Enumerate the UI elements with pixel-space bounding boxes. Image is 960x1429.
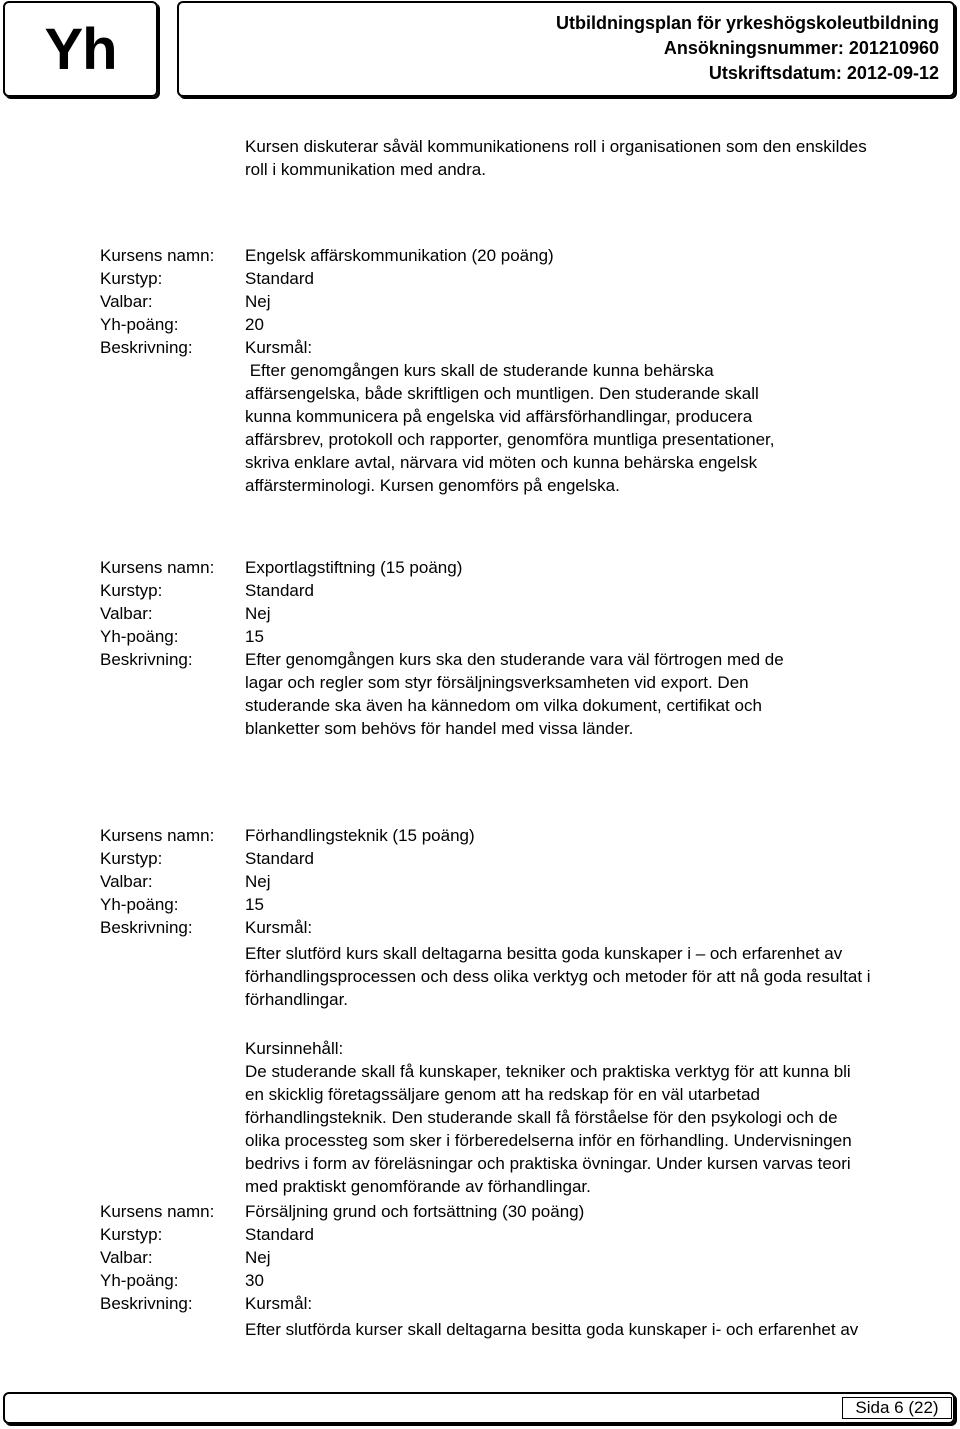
intro-line: roll i kommunikation med andra. — [245, 160, 486, 179]
course-points-label: Yh-poäng: — [100, 1271, 179, 1290]
desc-line: lagar och regler som styr försäljningsverksamheten vid export. Den — [245, 673, 749, 692]
course-block — [100, 824, 960, 1198]
desc-line: Kursmål: — [245, 1294, 313, 1313]
course-block — [100, 244, 960, 497]
desc-line: Kursinnehåll: — [245, 1039, 344, 1058]
desc-line: med praktiskt genomförande av förhandlingar. — [245, 1177, 591, 1196]
course-points: 15 — [245, 895, 264, 914]
course-points: 15 — [245, 627, 264, 646]
desc-line: förhandlingsprocessen och dess olika verktyg och metoder för att nå goda resultat i — [245, 967, 871, 986]
course-description — [245, 1292, 960, 1341]
desc-line: förhandlingsteknik. Den studerande skall få förståelse för den psykologi och de — [245, 1108, 838, 1127]
course-type-label: Kurstyp: — [100, 1225, 163, 1244]
course-name-label: Kursens namn: — [100, 1202, 215, 1221]
course-optional: Nej — [245, 292, 271, 311]
header-title: Utbildningsplan för yrkeshögskoleutbildning — [555, 13, 939, 33]
desc-line: förhandlingar. — [245, 990, 349, 1009]
desc-line: kunna kommunicera på engelska vid affärsförhandlingar, producera — [245, 407, 753, 426]
course-points-label: Yh-poäng: — [100, 895, 179, 914]
page-number: Sida 6 (22) — [842, 1397, 952, 1419]
desc-line: Kursmål: — [245, 338, 313, 357]
course-type-label: Kurstyp: — [100, 581, 163, 600]
course-type: Standard — [245, 1225, 314, 1244]
course-name-label: Kursens namn: — [100, 246, 215, 265]
desc-line: blanketter som behövs för handel med vissa länder. — [245, 719, 634, 738]
course-desc-label: Beskrivning: — [100, 338, 193, 357]
desc-line: studerande ska även ha kännedom om vilka dokument, certifikat och — [245, 696, 762, 715]
print-date: Utskriftsdatum: 2012-09-12 — [708, 63, 939, 83]
course-name: Förhandlingsteknik (15 poäng) — [245, 826, 475, 845]
course-type-label: Kurstyp: — [100, 849, 163, 868]
desc-line: affärsengelska, både skriftligen och muntligen. Den studerande skall — [245, 384, 759, 403]
desc-line: Kursmål: — [245, 918, 313, 937]
course-optional-label: Valbar: — [100, 872, 153, 891]
course-points-label: Yh-poäng: — [100, 627, 179, 646]
course-block — [100, 556, 960, 740]
desc-line: affärsterminologi. Kursen genomförs på engelska. — [245, 476, 620, 495]
course-name: Engelsk affärskommunikation (20 poäng) — [245, 246, 554, 265]
course-name-label: Kursens namn: — [100, 826, 215, 845]
intro-line: Kursen diskuterar såväl kommunikationens roll i organisationen som den enskildes — [245, 137, 867, 156]
course-type: Standard — [245, 581, 314, 600]
application-number: Ansökningsnummer: 201210960 — [663, 38, 939, 58]
course-block — [100, 1200, 960, 1341]
document-header — [177, 1, 955, 97]
course-name: Exportlagstiftning (15 poäng) — [245, 558, 463, 577]
footer-frame — [3, 1392, 955, 1424]
yh-logo — [3, 1, 158, 97]
course-description — [245, 916, 960, 1198]
course-points-label: Yh-poäng: — [100, 315, 179, 334]
course-description — [245, 336, 960, 497]
desc-line: De studerande skall få kunskaper, tekniker och praktiska verktyg för att kunna bli — [245, 1062, 851, 1081]
logo-text: Yh — [44, 16, 117, 82]
course-optional: Nej — [245, 1248, 271, 1267]
course-desc-label: Beskrivning: — [100, 650, 193, 669]
course-type-label: Kurstyp: — [100, 269, 163, 288]
course-description — [245, 648, 960, 740]
course-name: Försäljning grund och fortsättning (30 poäng) — [245, 1202, 585, 1221]
course-optional-label: Valbar: — [100, 1248, 153, 1267]
course-points: 20 — [245, 315, 264, 334]
desc-line: Efter genomgången kurs ska den studerande vara väl förtrogen med de — [245, 650, 784, 669]
course-optional-label: Valbar: — [100, 292, 153, 311]
desc-line: en skicklig företagssäljare genom att ha redskap för en väl utarbetad — [245, 1085, 761, 1104]
desc-spacer — [245, 1011, 960, 1034]
course-type: Standard — [245, 269, 314, 288]
intro-paragraph — [245, 135, 960, 181]
desc-line: Efter slutförda kurser skall deltagarna besitta goda kunskaper i- och erfarenhet av — [245, 1320, 859, 1339]
course-desc-label: Beskrivning: — [100, 918, 193, 937]
desc-line: Efter genomgången kurs skall de studerande kunna behärska — [245, 361, 714, 380]
course-desc-label: Beskrivning: — [100, 1294, 193, 1313]
course-name-label: Kursens namn: — [100, 558, 215, 577]
desc-line: bedrivs i form av föreläsningar och praktiska övningar. Under kursen varvas teori — [245, 1154, 851, 1173]
desc-line: Efter slutförd kurs skall deltagarna besitta goda kunskaper i – och erfarenhet av — [245, 944, 843, 963]
desc-line: skriva enklare avtal, närvara vid möten och kunna behärska engelsk — [245, 453, 758, 472]
course-optional: Nej — [245, 872, 271, 891]
course-points: 30 — [245, 1271, 264, 1290]
course-optional: Nej — [245, 604, 271, 623]
desc-line: affärsbrev, protokoll och rapporter, genomföra muntliga presentationer, — [245, 430, 775, 449]
course-type: Standard — [245, 849, 314, 868]
course-optional-label: Valbar: — [100, 604, 153, 623]
desc-line: olika processteg som sker i förberedelserna inför en förhandling. Undervisningen — [245, 1131, 852, 1150]
